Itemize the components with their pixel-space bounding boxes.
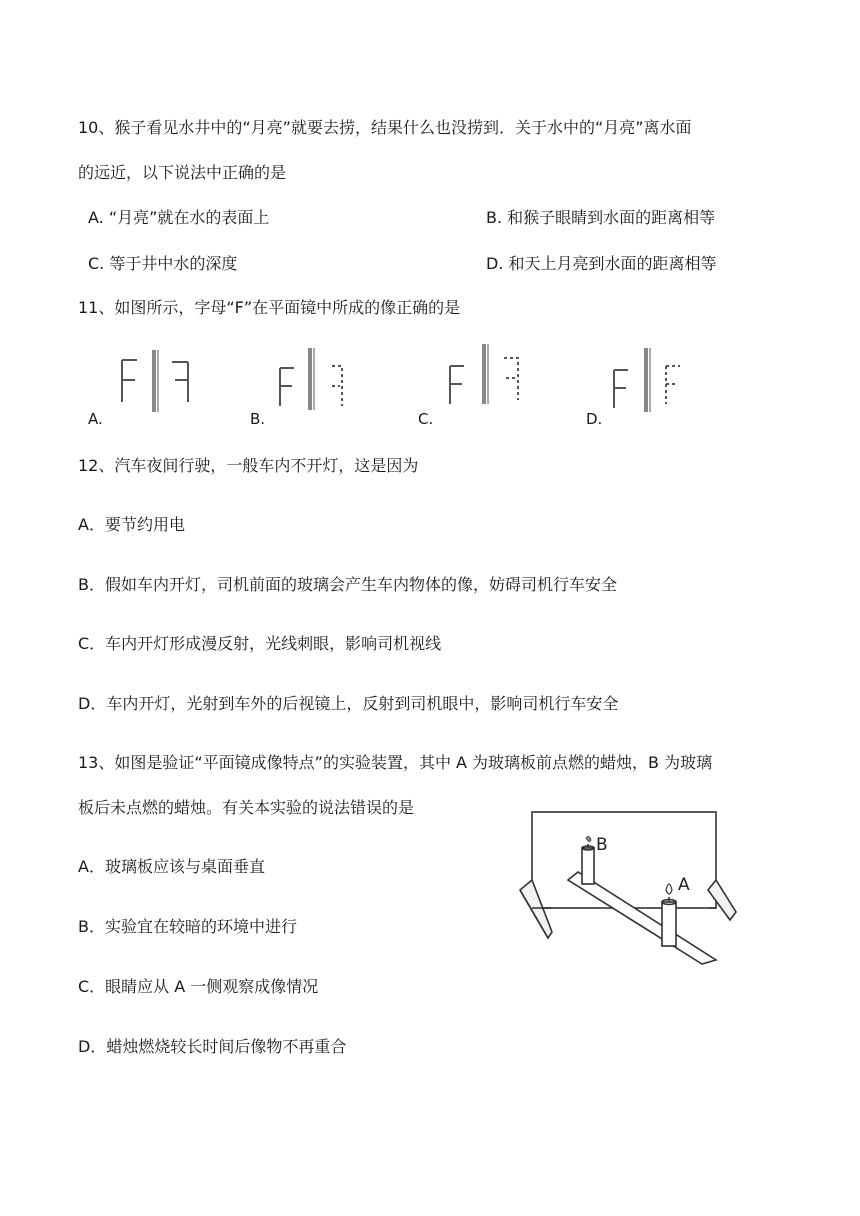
flame-icon xyxy=(666,884,672,894)
q11-label-b: B. xyxy=(250,410,266,428)
q11-label-a: A. xyxy=(88,410,103,428)
q13-stem-line2: 板后未点燃的蜡烛。有关本实验的说法错误的是 xyxy=(78,798,415,817)
q10-stem-line1: 10、猴子看见水井中的“月亮”就要去捞，结果什么也没捞到．关于水中的“月亮”离水面 xyxy=(78,118,692,137)
q13-option-d: D．蜡烛燃烧较长时间后像物不再重合 xyxy=(78,1037,347,1056)
q10-option-a: A. “月亮”就在水的表面上 xyxy=(88,208,270,227)
letter-f-icon xyxy=(450,366,464,404)
q12-option-d: D．车内开灯，光射到车外的后视镜上，反射到司机眼中，影响司机行车安全 xyxy=(78,694,619,713)
letter-f-icon xyxy=(122,360,137,402)
q11-figure-b xyxy=(270,342,360,414)
image-f-dashed-icon xyxy=(504,358,518,400)
q11-figure-d xyxy=(606,342,696,414)
letter-f-icon xyxy=(280,368,294,406)
q11-figure-a xyxy=(112,340,202,420)
candle-a-icon xyxy=(662,902,676,946)
q10-option-d: D. 和天上月亮到水面的距离相等 xyxy=(486,254,717,273)
q10-option-c: C. 等于井中水的深度 xyxy=(88,254,238,273)
q13-option-c: C．眼睛应从 A 一侧观察成像情况 xyxy=(78,977,319,996)
base-strip-icon xyxy=(568,872,716,964)
q11-stem: 11、如图所示，字母“F”在平面镜中所成的像正确的是 xyxy=(78,298,461,317)
q13-stem-line1: 13、如图是验证“平面镜成像特点”的实验装置，其中 A 为玻璃板前点燃的蜡烛，B 为玻璃 xyxy=(78,753,713,772)
q10-option-b: B. 和猴子眼睛到水面的距离相等 xyxy=(486,208,716,227)
q10-stem-line2: 的远近，以下说法中正确的是 xyxy=(78,163,287,182)
q11-label-c: C. xyxy=(418,410,434,428)
q12-option-b: B．假如车内开灯，司机前面的玻璃会产生车内物体的像，妨碍司机行车安全 xyxy=(78,575,617,594)
q11-figure-c xyxy=(440,338,530,414)
q12-stem: 12、汽车夜间行驶，一般车内不开灯，这是因为 xyxy=(78,456,419,475)
q12-option-a: A．要节约用电 xyxy=(78,515,185,534)
candle-b-icon xyxy=(582,848,594,884)
left-stand-icon xyxy=(520,880,552,938)
q13-experiment-figure xyxy=(512,808,748,974)
right-stand-icon xyxy=(708,880,736,920)
q13-option-b: B．实验宜在较暗的环境中进行 xyxy=(78,917,297,936)
candle-b-label: B xyxy=(596,835,608,855)
candle-a-label: A xyxy=(678,875,690,895)
q13-option-a: A．玻璃板应该与桌面垂直 xyxy=(78,857,265,876)
letter-f-icon xyxy=(614,370,628,408)
image-f-dashed-icon xyxy=(666,366,680,404)
image-f-dashed-icon xyxy=(332,366,342,406)
q12-option-c: C．车内开灯形成漫反射，光线刺眼，影响司机视线 xyxy=(78,634,442,653)
image-f-icon xyxy=(172,362,188,402)
q11-label-d: D. xyxy=(586,410,603,428)
